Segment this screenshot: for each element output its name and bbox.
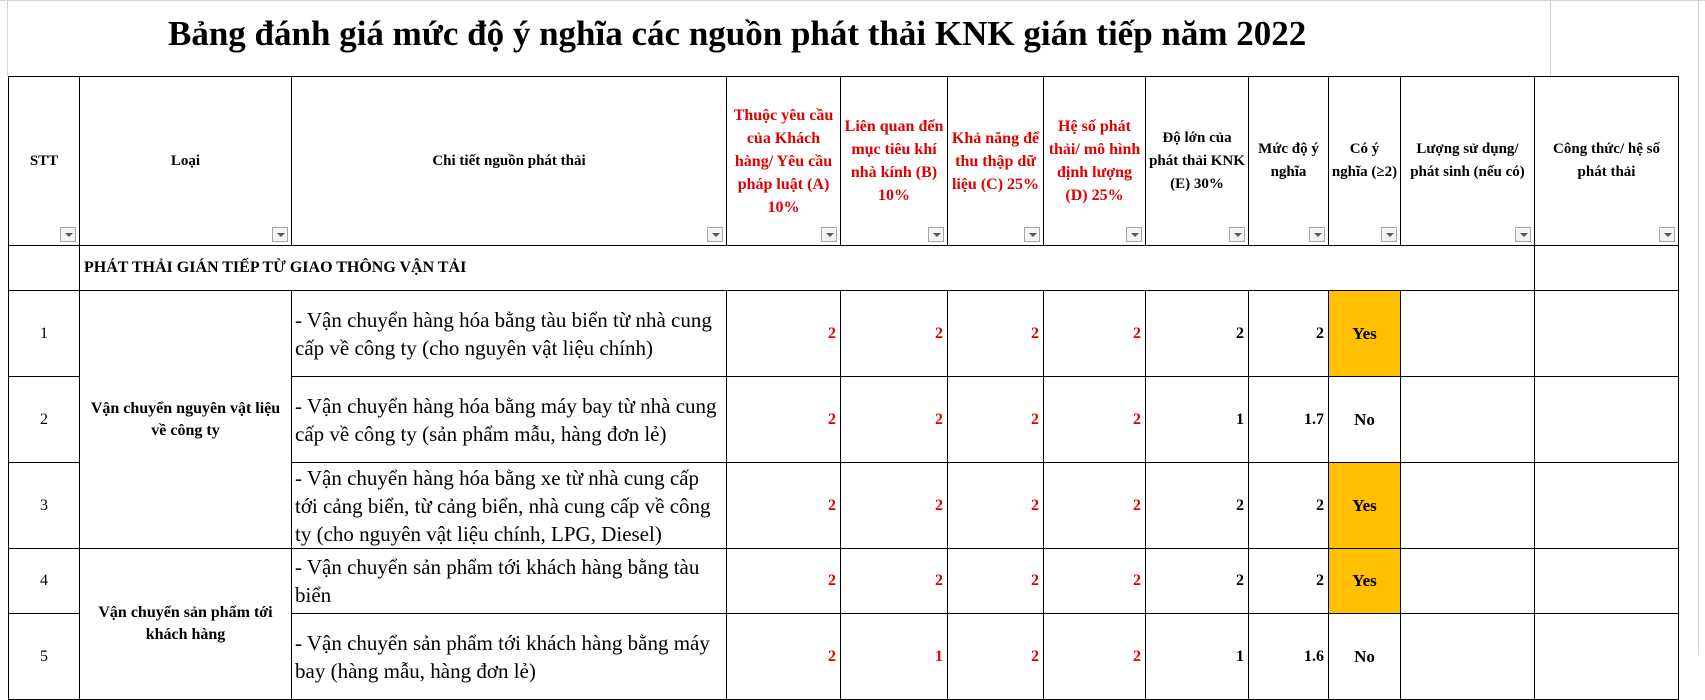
- cell-e[interactable]: 1: [1146, 614, 1249, 700]
- cell-b[interactable]: 2: [841, 291, 948, 377]
- cell-e[interactable]: 2: [1146, 291, 1249, 377]
- cell[interactable]: [1535, 246, 1679, 291]
- cell-detail[interactable]: - Vận chuyển sản phẩm tới khách hàng bằng máy bay (hàng mẫu, hàng đơn lẻ): [292, 614, 727, 700]
- table-row: [9, 549, 1679, 614]
- cell-a[interactable]: 2: [727, 614, 841, 700]
- cell-score[interactable]: 2: [1249, 463, 1329, 549]
- cell-e[interactable]: 2: [1146, 463, 1249, 549]
- cell-significant[interactable]: No: [1329, 614, 1401, 700]
- cell-detail[interactable]: - Vận chuyển hàng hóa bằng tàu biển từ nhà cung cấp về công ty (cho nguyên vật liệu chính): [292, 291, 727, 377]
- cell-a[interactable]: 2: [727, 549, 841, 614]
- filter-dropdown-button[interactable]: [1659, 227, 1675, 242]
- cell-b[interactable]: 2: [841, 377, 948, 463]
- cell-stt[interactable]: 3: [9, 463, 80, 549]
- cell-d[interactable]: 2: [1044, 377, 1146, 463]
- filter-dropdown-button[interactable]: [928, 227, 944, 242]
- filter-dropdown-button[interactable]: [1381, 227, 1397, 242]
- header-criterion-e[interactable]: Độ lớn của phát thải KNK (E) 30%: [1146, 77, 1249, 246]
- cell-c[interactable]: 2: [948, 614, 1044, 700]
- header-chi-tiet[interactable]: Chi tiết nguồn phát thải: [292, 77, 727, 246]
- header-luong[interactable]: Lượng sử dụng/ phát sinh (nếu có): [1401, 77, 1535, 246]
- section-title[interactable]: PHÁT THẢI GIÁN TIẾP TỪ GIAO THÔNG VẬN TẢI: [80, 246, 1535, 291]
- header-cong-thuc[interactable]: Công thức/ hệ số phát thải: [1535, 77, 1679, 246]
- cell-group[interactable]: Vận chuyển sản phẩm tới khách hàng: [80, 549, 292, 700]
- gridline: [1698, 0, 1699, 655]
- cell-c[interactable]: 2: [948, 377, 1044, 463]
- cell-significant[interactable]: Yes: [1329, 463, 1401, 549]
- cell-score[interactable]: 1.7: [1249, 377, 1329, 463]
- header-row: [9, 77, 1679, 246]
- filter-dropdown-button[interactable]: [821, 227, 837, 242]
- cell-cong-thuc[interactable]: [1535, 291, 1679, 377]
- emission-table: [8, 76, 1679, 700]
- filter-dropdown-button[interactable]: [1309, 227, 1325, 242]
- cell-b[interactable]: 2: [841, 549, 948, 614]
- header-stt[interactable]: STT: [9, 77, 80, 246]
- cell-stt[interactable]: 5: [9, 614, 80, 700]
- section-row: [9, 246, 1679, 291]
- cell-cong-thuc[interactable]: [1535, 377, 1679, 463]
- cell-a[interactable]: 2: [727, 463, 841, 549]
- cell-b[interactable]: 1: [841, 614, 948, 700]
- cell-significant[interactable]: No: [1329, 377, 1401, 463]
- cell-cong-thuc[interactable]: [1535, 614, 1679, 700]
- header-criterion-d[interactable]: Hệ số phát thải/ mô hình định lượng (D) 25%: [1044, 77, 1146, 246]
- filter-dropdown-button[interactable]: [272, 227, 288, 242]
- cell-cong-thuc[interactable]: [1535, 463, 1679, 549]
- cell-luong[interactable]: [1401, 463, 1535, 549]
- cell-c[interactable]: 2: [948, 463, 1044, 549]
- cell-significant[interactable]: Yes: [1329, 291, 1401, 377]
- cell-detail[interactable]: - Vận chuyển hàng hóa bằng máy bay từ nhà cung cấp về công ty (sản phẩm mẫu, hàng đơn lẻ): [292, 377, 727, 463]
- cell-score[interactable]: 2: [1249, 291, 1329, 377]
- header-loai[interactable]: Loại: [80, 77, 292, 246]
- cell-c[interactable]: 2: [948, 291, 1044, 377]
- cell-luong[interactable]: [1401, 291, 1535, 377]
- cell-luong[interactable]: [1401, 614, 1535, 700]
- header-criterion-b[interactable]: Liên quan đến mục tiêu khí nhà kính (B) 10%: [841, 77, 948, 246]
- filter-dropdown-button[interactable]: [60, 227, 76, 242]
- filter-dropdown-button[interactable]: [1229, 227, 1245, 242]
- cell-stt[interactable]: 4: [9, 549, 80, 614]
- filter-dropdown-button[interactable]: [1515, 227, 1531, 242]
- cell-e[interactable]: 1: [1146, 377, 1249, 463]
- cell-luong[interactable]: [1401, 377, 1535, 463]
- cell-a[interactable]: 2: [727, 377, 841, 463]
- cell-stt[interactable]: 1: [9, 291, 80, 377]
- table-row: [9, 291, 1679, 377]
- cell-significant[interactable]: Yes: [1329, 549, 1401, 614]
- cell-luong[interactable]: [1401, 549, 1535, 614]
- cell-detail[interactable]: - Vận chuyển hàng hóa bằng xe từ nhà cung cấp tới cảng biển, từ cảng biển, nhà cung cấp về công ty (cho nguyên vật liệu chính, LPG, Diesel): [292, 463, 727, 549]
- cell-a[interactable]: 2: [727, 291, 841, 377]
- cell-d[interactable]: 2: [1044, 614, 1146, 700]
- cell-d[interactable]: 2: [1044, 291, 1146, 377]
- filter-dropdown-button[interactable]: [1126, 227, 1142, 242]
- sheet-title[interactable]: [0, 0, 1705, 68]
- cell-d[interactable]: 2: [1044, 463, 1146, 549]
- header-criterion-a[interactable]: Thuộc yêu cầu của Khách hàng/ Yêu cầu pháp luật (A) 10%: [727, 77, 841, 246]
- cell-stt[interactable]: 2: [9, 377, 80, 463]
- cell-e[interactable]: 2: [1146, 549, 1249, 614]
- cell-b[interactable]: 2: [841, 463, 948, 549]
- header-co-y-nghia[interactable]: Có ý nghĩa (≥2): [1329, 77, 1401, 246]
- cell-score[interactable]: 1.6: [1249, 614, 1329, 700]
- header-criterion-c[interactable]: Khả năng để thu thập dữ liệu (C) 25%: [948, 77, 1044, 246]
- cell-score[interactable]: 2: [1249, 549, 1329, 614]
- title-text: Bảng đánh giá mức độ ý nghĩa các nguồn phát thải KNK gián tiếp năm 2022: [168, 14, 1307, 53]
- cell-cong-thuc[interactable]: [1535, 549, 1679, 614]
- cell-detail[interactable]: - Vận chuyển sản phẩm tới khách hàng bằng tàu biển: [292, 549, 727, 614]
- filter-dropdown-button[interactable]: [707, 227, 723, 242]
- cell-group[interactable]: Vận chuyển nguyên vật liệu về công ty: [80, 291, 292, 549]
- filter-dropdown-button[interactable]: [1024, 227, 1040, 242]
- cell-c[interactable]: 2: [948, 549, 1044, 614]
- cell-d[interactable]: 2: [1044, 549, 1146, 614]
- header-muc-do[interactable]: Mức độ ý nghĩa: [1249, 77, 1329, 246]
- cell[interactable]: [9, 246, 80, 291]
